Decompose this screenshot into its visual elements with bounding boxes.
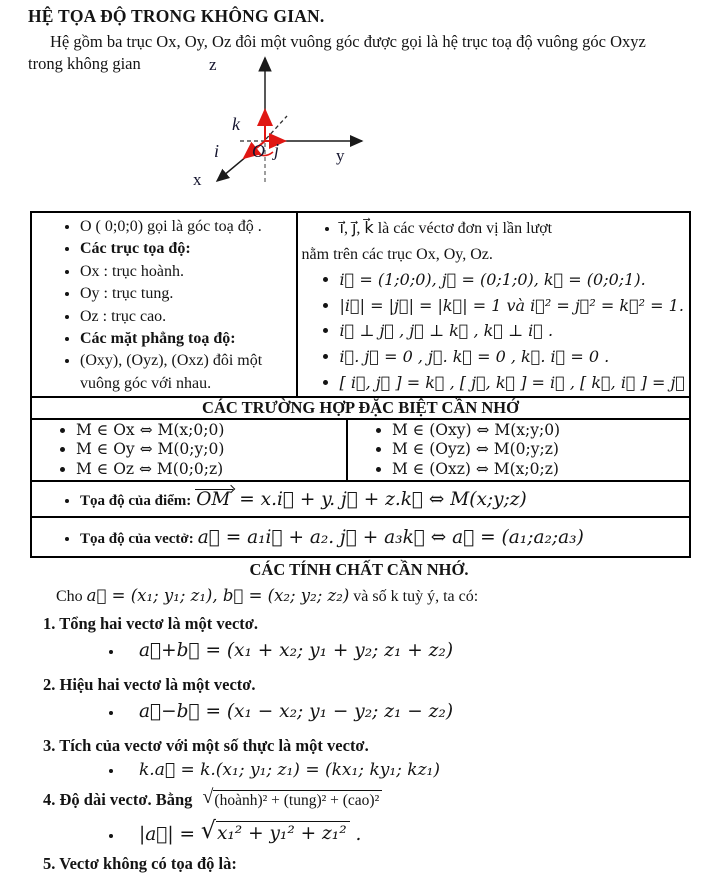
sqrt-sign: √	[202, 786, 214, 808]
k-vector-label: k⃗	[232, 114, 254, 134]
bullet-item	[80, 489, 527, 510]
om-vector: OM	[195, 489, 233, 509]
x-axis-label: x	[193, 170, 202, 189]
intro-line-2: trong không gian	[28, 54, 141, 73]
bullet-item: • M ∈ (Oxy) ⇔ M(x;y;0)	[392, 421, 689, 440]
bullet-item	[80, 527, 584, 548]
property-4-formula-radicand: x₁² + y₁² + z₁²	[216, 821, 350, 844]
vector-formula: a⃗ = a₁i⃗ + a₂. j⃗ + a₃k⃗ ⇔ a⃗ = (a₁;a₂;a₃)	[197, 526, 584, 548]
bullet-item: • M ∈ Oy ⇔ M(0;y;0)	[76, 440, 346, 459]
bullet-item: • Ox : trục hoành.	[80, 261, 296, 283]
intro-line-1: Hệ gồm ba trục Ox, Oy, Oz đôi một vuông góc được gọi là hệ trục toạ độ vuông góc Oxyz	[50, 32, 646, 51]
page-title: HỆ TỌA ĐỘ TRONG KHÔNG GIAN.	[28, 6, 325, 26]
bullet-item: • M ∈ Ox ⇔ M(x;0;0)	[76, 421, 346, 440]
i-vector-label: i⃗	[214, 141, 234, 161]
property-1-title: 1. Tổng hai vectơ là một vectơ.	[43, 614, 259, 633]
point-formula: = x.i⃗ + y. j⃗ + z.k⃗ ⇔ M(x;y;z)	[239, 488, 527, 510]
point-coordinates-label: Tọa độ của điểm:	[80, 492, 192, 509]
bullet-item: • (Oxy), (Oyz), (Oxz) đôi một vuông góc với nhau.	[80, 350, 296, 395]
bullet-item: • |i⃗| = |j⃗| = |k⃗| = 1 và i⃗² = j⃗² = k⃗² = 1.	[340, 293, 685, 319]
sqrt-sign: √	[200, 816, 216, 844]
dashed-diagonal-line	[266, 116, 287, 139]
bullet-item: • Các trục tọa độ:	[80, 238, 296, 260]
given-vectors-formula: a⃗ = (x₁; y₁; z₁), b⃗ = (x₂; y₂; z₂)	[86, 586, 350, 605]
property-2-formula: a⃗−b⃗ = (x₁ − x₂; y₁ − y₂; z₁ − z₂)	[139, 701, 454, 722]
vector-coordinates-row	[32, 516, 689, 556]
j-vector-label: j⃗	[274, 140, 294, 160]
bullet-item	[124, 816, 362, 845]
definitions-row	[32, 213, 689, 396]
property-4-radicand: (hoành)² + (tung)² + (cao)²	[213, 790, 382, 810]
given-vectors-line	[56, 586, 478, 606]
axes-diagram	[180, 50, 480, 200]
special-cases-planes-cell	[348, 420, 689, 480]
origin-label: O	[252, 141, 265, 161]
bullet-item	[124, 640, 453, 661]
property-4-formula-tail: .	[349, 824, 362, 845]
special-cases-header: CÁC TRƯỜNG HỢP ĐẶC BIỆT CẦN NHỚ	[32, 396, 689, 420]
property-4-title	[43, 786, 382, 810]
property-3-title: 3. Tích của vectơ với một số thực là một vectơ.	[43, 736, 369, 755]
property-2-title: 2. Hiệu hai vectơ là một vectơ.	[43, 675, 256, 694]
special-cases-axes-cell	[32, 420, 348, 480]
given-prefix: Cho	[56, 588, 87, 605]
bullet-item: • [ i⃗, j⃗ ] = k⃗ , [ j⃗, k⃗ ] = i⃗ , [ k⃗, i⃗ ] = j⃗	[340, 370, 685, 396]
property-3-formula: k.a⃗ = k.(x₁; y₁; z₁) = (kx₁; ky₁; kz₁)	[139, 760, 440, 780]
continuation-line: nằm trên các trục Ox, Oy, Oz.	[301, 245, 493, 263]
bullet-item	[124, 760, 440, 780]
point-coordinates-row	[32, 480, 689, 516]
bullet-item: • M ∈ (Oxz) ⇔ M(x;0;z)	[392, 460, 689, 479]
special-cases-row	[32, 420, 689, 480]
bullet-item: • Oz : trục cao.	[80, 306, 296, 328]
bullet-item: • O ( 0;0;0) gọi là góc toạ độ .	[80, 216, 296, 238]
bullet-item: • Các mặt phẳng toạ độ:	[80, 328, 296, 350]
given-suffix: và số k tuỳ ý, ta có:	[349, 588, 479, 605]
y-axis-label: y	[336, 146, 345, 165]
axes-definitions-cell	[32, 213, 298, 396]
bullet-item: • i⃗ ⊥ j⃗ , j⃗ ⊥ k⃗ , k⃗ ⊥ i⃗ .	[340, 318, 685, 344]
property-5-title: 5. Vectơ không có tọa độ là:	[43, 854, 237, 873]
bullet-item: • M ∈ (Oyz) ⇔ M(0;y;z)	[392, 440, 689, 459]
bullet-item: • i⃗ = (1;0;0), j⃗ = (0;1;0), k⃗ = (0;0;1).	[340, 267, 685, 293]
bullet-item	[124, 701, 453, 722]
properties-header: CÁC TÍNH CHẤT CẦN NHỚ.	[249, 560, 469, 579]
bullet-item: • i⃗, j⃗, k⃗ là các véctơ đơn vị lần lượt	[340, 216, 685, 242]
unit-vectors-cell	[298, 213, 689, 396]
bullet-item: • i⃗. j⃗ = 0 , j⃗. k⃗ = 0 , k⃗. i⃗ = 0 .	[340, 344, 685, 370]
property-4-formula-pre: |a⃗| =	[139, 824, 201, 845]
bullet-item: • M ∈ Oz ⇔ M(0;0;z)	[76, 460, 346, 479]
property-1-formula: a⃗+b⃗ = (x₁ + x₂; y₁ + y₂; z₁ + z₂)	[139, 640, 454, 661]
property-4-label: 4. Độ dài vectơ. Bằng	[43, 790, 193, 809]
vector-coordinates-label: Tọa độ của vectở:	[80, 530, 194, 547]
bullet-item: • Oy : trục tung.	[80, 283, 296, 305]
summary-table	[30, 211, 691, 558]
z-axis-label: z	[209, 55, 217, 74]
